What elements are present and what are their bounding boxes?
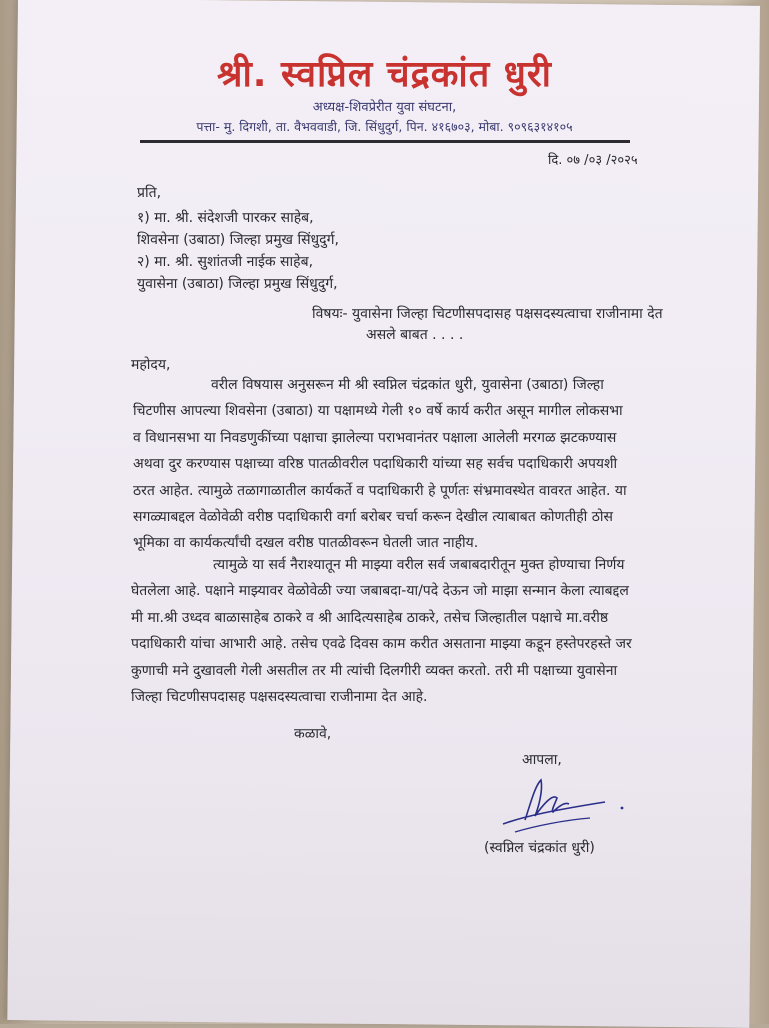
letterhead-designation: अध्यक्ष-शिवप्रेरीत युवा संघटना, <box>312 100 457 115</box>
body-line: सगळ्याबद्दल वेळोवेळी वरीष्ठ पदाधिकारी वर्गा बरोबर चर्चा करून देखील त्याबाबत कोणतीही ठोस <box>133 509 613 526</box>
greeting: महोदय, <box>131 357 171 373</box>
recipient-line: युवासेना (उबाठा) जिल्हा प्रमुख सिंधुदुर्ग, <box>137 276 338 292</box>
body-paragraph-1 <box>133 372 653 557</box>
recipient-salutation: प्रति, <box>137 185 162 201</box>
handwritten-signature <box>495 772 630 842</box>
body-line: कुणाची मने दुखावली गेली असतील तर मी त्यांची दिलगीरी व्यक्त करतो. तरी मी पक्षाच्या युवासेना <box>131 662 618 679</box>
signatory-name: (स्वप्निल चंद्रकांत धुरी) <box>484 840 595 856</box>
body-line: वरील विषयास अनुसरून मी श्री स्वप्निल चंद्रकांत धुरी, युवासेना (उबाठा) जिल्हा <box>211 377 604 393</box>
body-line: घेतलेला आहे. पक्षाने माझ्यावर वेळोवेळी ज्या जबाबदा-या/पदे देऊन जो माझा सन्मान केला त्याबद्दल <box>131 583 629 600</box>
subject-line: विषयः- युवासेना जिल्हा चिटणीसपदासह पक्षसदस्यत्वाचा राजीनामा देत <box>312 306 663 322</box>
body-line: चिटणीस आपल्या शिवसेना (उबाठा) या पक्षामध्ये गेली १० वर्षे कार्य करीत असून मागील लोकसभा <box>133 403 623 420</box>
body-line: जिल्हा चिटणीसपदासह पक्षसदस्यत्वाचा राजीनामा देत आहे. <box>131 689 428 706</box>
body-line: व विधानसभा या निवडणुकींच्या पक्षाचा झालेल्या पराभवानंतर पक्षाला आलेली मरगळ झटकण्यास <box>133 429 617 446</box>
body-line: भूमिका वा कार्यकर्त्यांची दखल वरीष्ठ पातळीवरून घेतली जात नाहीय. <box>133 535 479 552</box>
body-line: त्यामुळे या सर्व नैराश्यातून मी माझ्या वरील सर्व जबाबदारीतून मुक्त होण्याचा निर्णय <box>213 557 625 573</box>
body-line: पदाधिकारी यांचा आभारी आहे. तसेच एवढे दिवस काम करीत असताना माझ्या कडून हस्तेपरहस्ते जर <box>131 636 632 653</box>
letterhead-name: श्री. स्वप्निल चंद्रकांत धुरी <box>217 54 552 95</box>
closing-yours: आपला, <box>522 752 562 768</box>
body-paragraph-2 <box>131 552 671 710</box>
body-line: ठरत आहेत. त्यामुळे तळागाळातील कार्यकर्ते व पदाधिकारी हे पूर्णतः संभ्रमावस्थेत वावरत आहेत. या <box>133 482 627 499</box>
closing-note: कळावे, <box>294 726 332 742</box>
recipient-line: २) मा. श्री. सुशांतजी नाईक साहेब, <box>137 254 314 270</box>
letterhead-address: पत्ता- मु. दिगशी, ता. वैभववाडी, जि. सिंधुदुर्ग, पिन. ४१६७०३, मोबा. ९०९६३१४१०५ <box>196 119 573 134</box>
body-line: मी मा.श्री उध्दव बाळासाहेब ठाकरे व श्री आदित्यसाहेब ठाकरे, तसेच जिल्हातील पक्षाचे मा.वरीष्ठ <box>131 609 609 626</box>
recipient-line: १) मा. श्री. संदेशजी पारकर साहेब, <box>137 210 314 226</box>
letter-date: दि. ०७ /०३ /२०२५ <box>548 153 638 168</box>
subject-line: असले बाबत . . . . <box>366 327 464 343</box>
letterhead-divider <box>140 140 630 143</box>
recipient-line: शिवसेना (उबाठा) जिल्हा प्रमुख सिंधुदुर्ग, <box>137 232 339 248</box>
body-line: अथवा दुर करण्यास पक्षाच्या वरिष्ठ पातळीवरील पदाधिकारी यांच्या सह सर्वच पदाधिकारी अपयशी <box>133 456 618 473</box>
